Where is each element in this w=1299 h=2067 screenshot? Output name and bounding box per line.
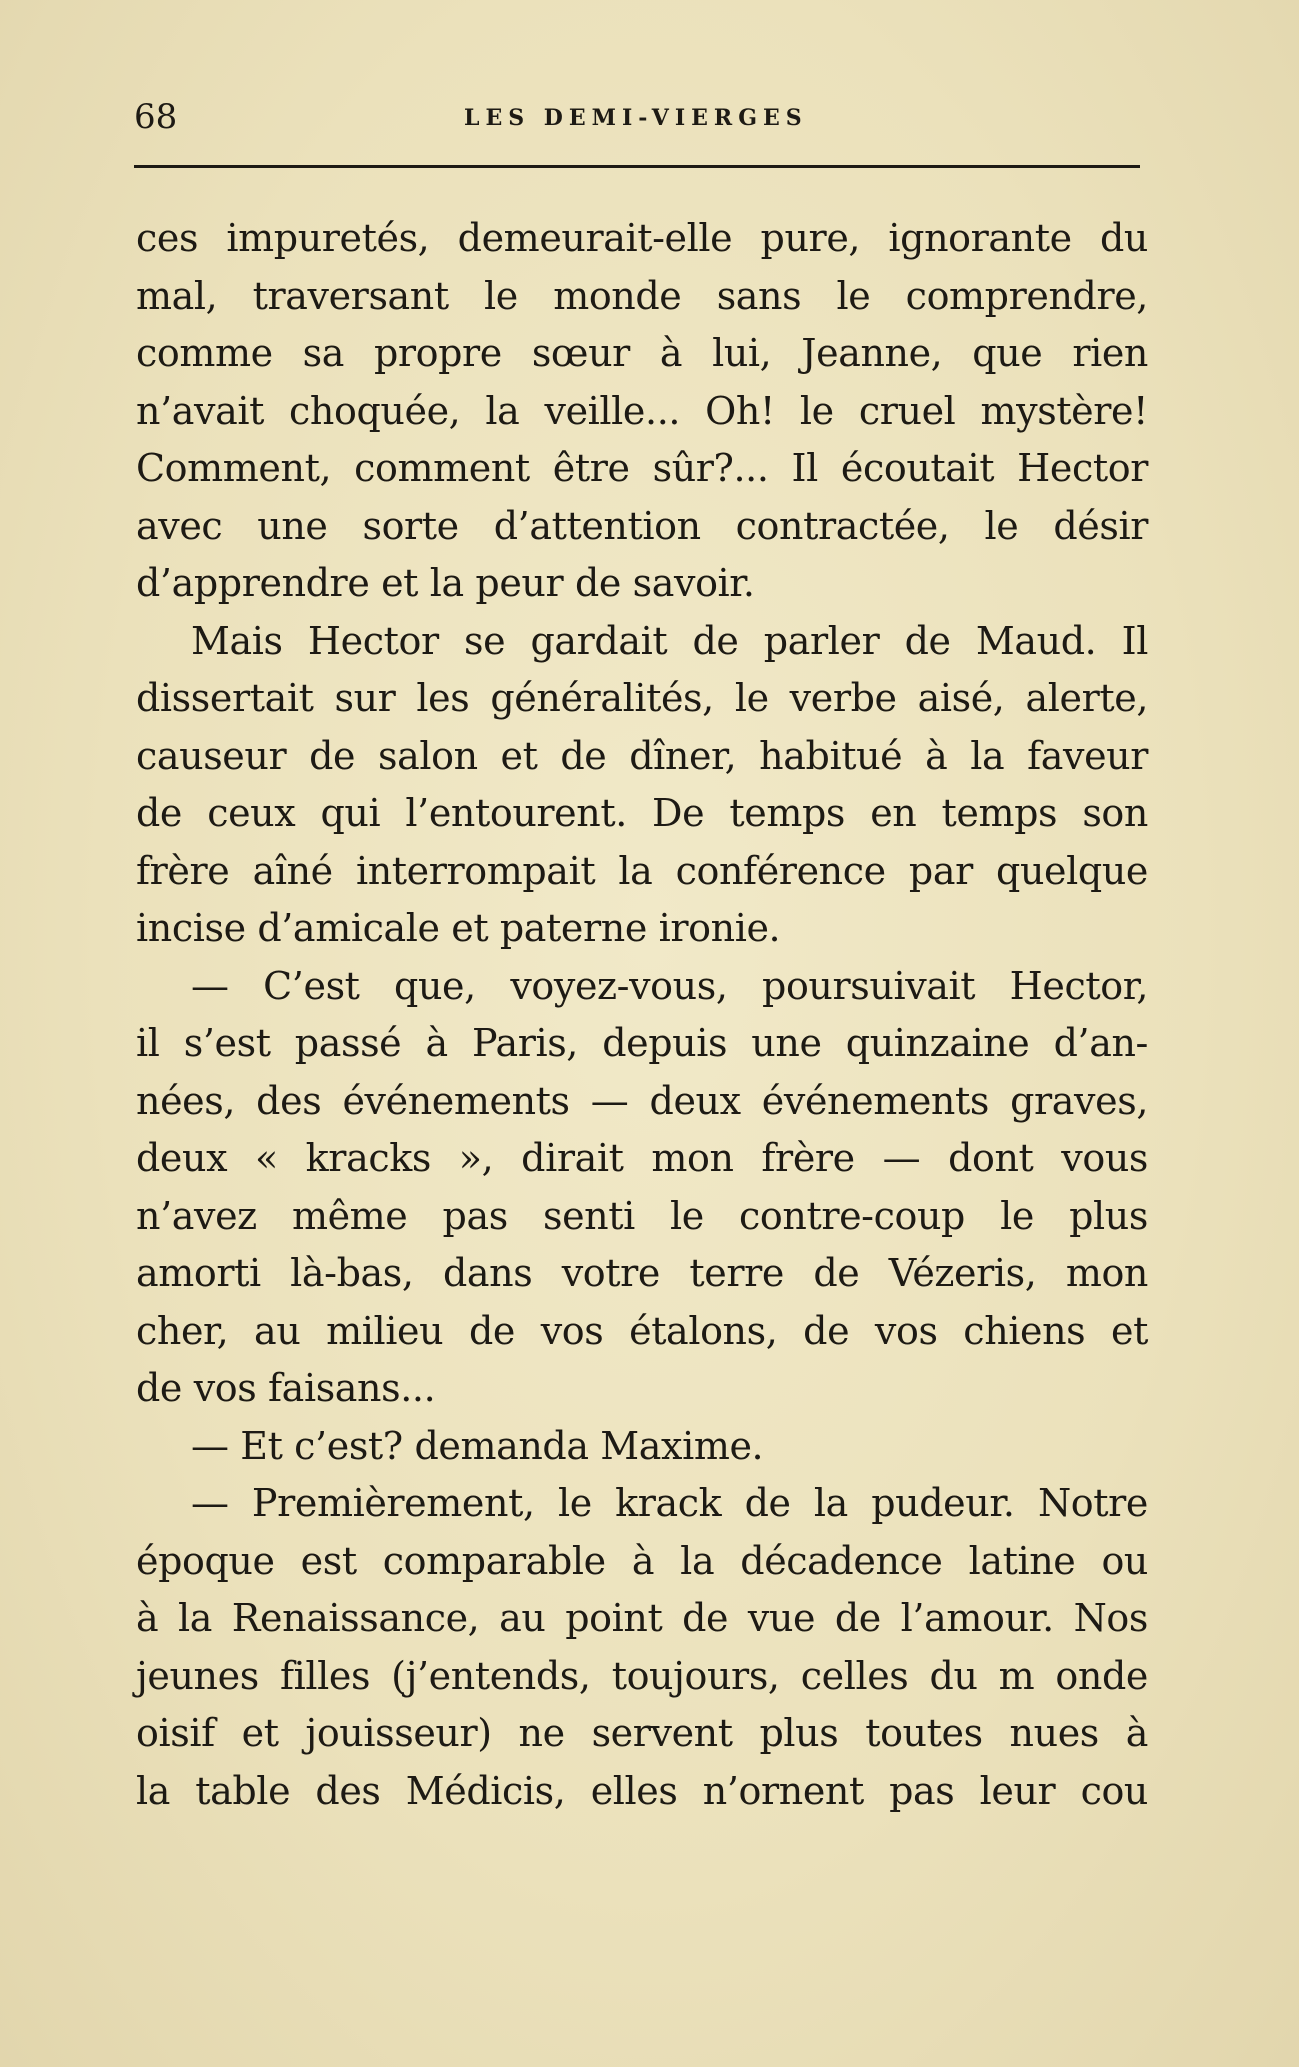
text-line: d’apprendre et la peur de savoir.	[136, 561, 755, 605]
page-number: 68	[134, 97, 178, 137]
text-line: frère aîné interrompait la conférence par quelque	[136, 848, 1148, 893]
text-line: amorti là-bas, dans votre terre de Vézeris, mon	[136, 1251, 1148, 1295]
text-line: Comment, comment être sûr?... Il écoutait Hector	[136, 446, 1148, 490]
text-line: causeur de salon et de dîner, habitué à la faveur	[136, 733, 1148, 778]
text-line: à la Renaissance, au point de vue de l’amour. Nos	[136, 1596, 1148, 1640]
text-line: comme sa propre sœur à lui, Jeanne, que rien	[136, 331, 1148, 375]
text-line: de ceux qui l’entourent. De temps en temps son	[136, 791, 1148, 835]
header-rule	[134, 165, 1140, 168]
text-line: — Premièrement, le krack de la pudeur. Notre	[191, 1481, 1148, 1525]
text-line: deux « kracks », dirait mon frère — dont vous	[136, 1136, 1148, 1180]
text-line: incise d’amicale et paterne ironie.	[136, 906, 781, 950]
text-line: n’avait choquée, la veille... Oh! le cruel mystère!	[136, 388, 1148, 433]
text-line: jeunes filles (j’entends, toujours, celles du m onde	[136, 1653, 1148, 1698]
text-line: dissertait sur les généralités, le verbe aisé, alerte,	[136, 676, 1148, 720]
text-line: Mais Hector se gardait de parler de Maud. Il	[191, 618, 1148, 663]
page-header	[134, 92, 1140, 142]
text-line: il s’est passé à Paris, depuis une quinzaine d’an-	[136, 1021, 1148, 1065]
body-text	[136, 210, 1148, 1820]
text-line: époque est comparable à la décadence latine ou	[136, 1538, 1148, 1583]
text-line: nées, des événements — deux événements graves,	[136, 1078, 1148, 1123]
text-line: avec une sorte d’attention contractée, le désir	[136, 503, 1148, 548]
text-line: n’avez même pas senti le contre-coup le plus	[136, 1193, 1148, 1238]
text-line: mal, traversant le monde sans le comprendre,	[136, 273, 1148, 318]
text-line: cher, au milieu de vos étalons, de vos chiens et	[136, 1308, 1148, 1353]
text-line: — Et c’est? demanda Maxime.	[191, 1423, 764, 1468]
running-title: LES DEMI-VIERGES	[464, 105, 808, 131]
text-line: la table des Médicis, elles n’ornent pas leur cou	[136, 1768, 1148, 1813]
text-line: de vos faisans...	[136, 1366, 436, 1410]
text-line: oisif et jouisseur) ne servent plus toutes nues à	[136, 1711, 1148, 1755]
text-line: ces impuretés, demeurait-elle pure, ignorante du	[136, 216, 1148, 260]
text-line: — C’est que, voyez-vous, poursuivait Hector,	[191, 963, 1148, 1008]
